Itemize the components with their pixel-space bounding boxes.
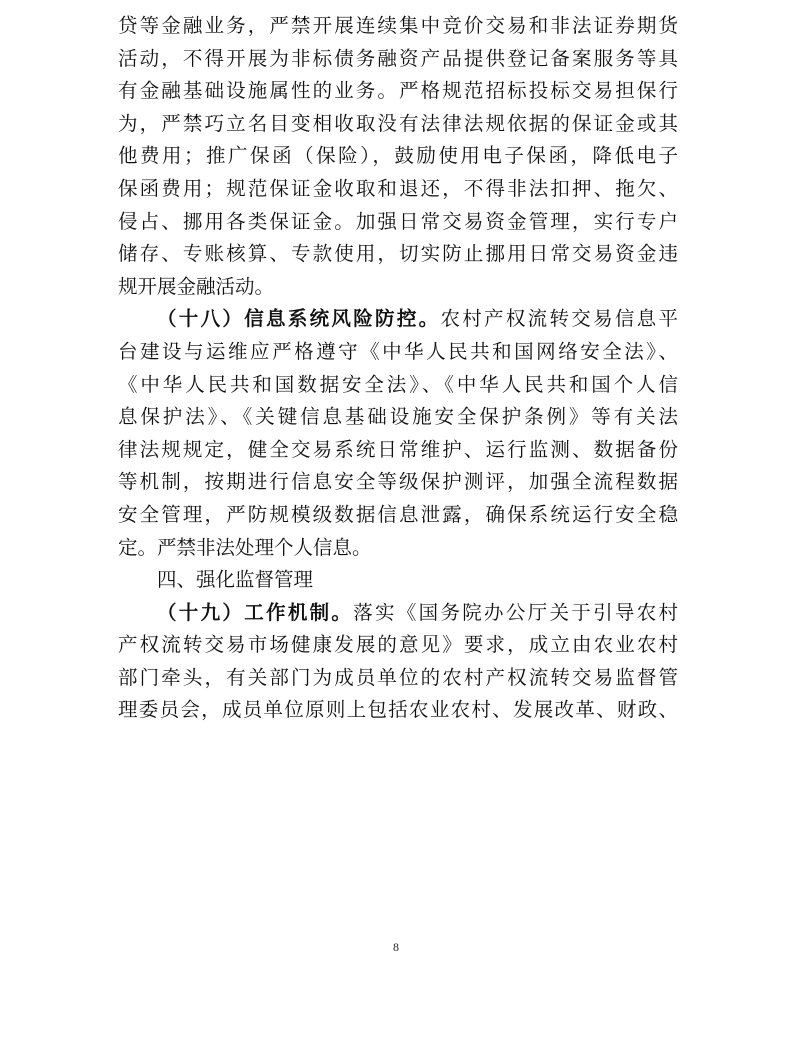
paragraph-line: 为，严禁巧立名目变相收取没有法律法规依据的保证金或其 xyxy=(118,111,678,135)
paragraph-line: 他费用；推广保函（保险），鼓励使用电子保函，降低电子 xyxy=(118,144,678,168)
paragraph-line: 保函费用；规范保证金收取和退还，不得非法扣押、拖欠、 xyxy=(118,176,678,200)
paragraph-line: 定。严禁非法处理个人信息。 xyxy=(118,535,372,559)
paragraph-line: 侵占、挪用各类保证金。加强日常交易资金管理，实行专户 xyxy=(118,209,678,233)
paragraph-line: 理委员会，成员单位原则上包括农业农村、发展改革、财政、 xyxy=(118,698,678,722)
paragraph-line: 储存、专账核算、专款使用，切实防止挪用日常交易资金违 xyxy=(118,242,678,266)
paragraph-text: 农村产权流转交易信息平 xyxy=(440,307,678,331)
paragraph-line: 律法规规定，健全交易系统日常维护、运行监测、数据备份 xyxy=(118,437,678,461)
paragraph-line: 贷等金融业务，严禁开展连续集中竞价交易和非法证券期货 xyxy=(118,14,678,37)
paragraph-line: 安全管理，严防规模级数据信息泄露，确保系统运行安全稳 xyxy=(118,502,678,526)
paragraph-text: 落实《国务院办公厅关于引导农村 xyxy=(353,600,678,624)
body-text xyxy=(118,10,678,727)
paragraph-line: 活动，不得开展为非标债务融资产品提供登记备案服务等具 xyxy=(118,46,678,70)
paragraph-line: 部门牵头，有关部门为成员单位的农村产权流转交易监督管 xyxy=(118,665,678,689)
paragraph-line: 等机制，按期进行信息安全等级保护测评，加强全流程数据 xyxy=(118,470,678,494)
section-heading: 四、强化监督管理 xyxy=(157,568,314,592)
paragraph-line: 《中华人民共和国数据安全法》、《中华人民共和国个人信 xyxy=(118,372,678,396)
paragraph-first-line xyxy=(118,303,678,336)
paragraph-line: 台建设与运维应严格遵守《中华人民共和国网络安全法》、 xyxy=(118,339,678,363)
page-number: 8 xyxy=(393,940,399,954)
subsection-heading: （十八）信息系统风险防控。 xyxy=(157,307,441,331)
paragraph-line: 产权流转交易市场健康发展的意见》要求，成立由农业农村 xyxy=(118,633,678,657)
paragraph-line: 规开展金融活动。 xyxy=(118,274,275,298)
paragraph-line: 有金融基础设施属性的业务。严格规范招标投标交易担保行 xyxy=(118,79,678,103)
paragraph-3 xyxy=(118,597,678,727)
paragraph-1 xyxy=(118,10,678,303)
paragraph-first-line xyxy=(118,597,678,630)
paragraph-line: 息保护法》、《关键信息基础设施安全保护条例》等有关法 xyxy=(118,405,678,429)
paragraph-2 xyxy=(118,303,678,564)
subsection-heading: （十九）工作机制。 xyxy=(157,600,354,624)
